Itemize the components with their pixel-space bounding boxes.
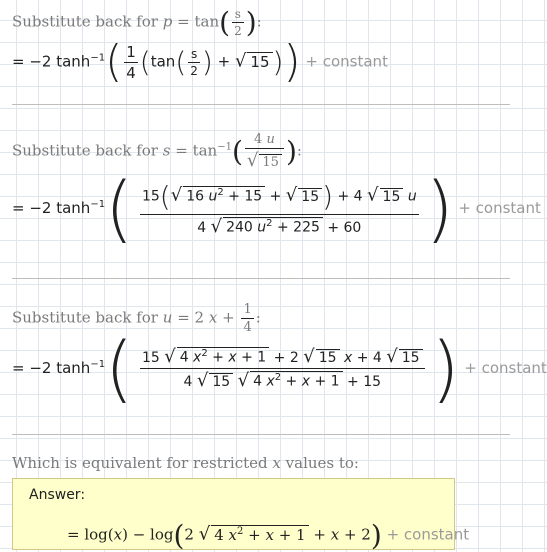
- answer-constant: + constant: [386, 525, 470, 544]
- step1-result: = −2 $\tanh^{-1}$( $\frac{1}{4}$ (tan( $\frac{s}{2}$ ) + √ 15 )) + constant: [12, 36, 388, 87]
- step3-result: = −2 $\tanh^{-1}$( $\frac{15 √ 4 x^2 + x + 1 + 2 √ 15 x + 4 √ 15}{4 √ 15 √ 4 x^2 + x + 1 + 15}$ ) + constant: [12, 326, 547, 411]
- step3-constant: + constant: [464, 359, 547, 377]
- equivalent-label: Which is equivalent for restricted x values to:: [12, 454, 359, 472]
- divider-2: [12, 278, 510, 279]
- answer-label: Answer:: [29, 487, 86, 503]
- step2-result: = −2 $\tanh^{-1}$( $\frac{15(√ 16 u^2 + 15 + √ 15 ) + 4 √ 15 u}{4 √ 240 u^2 + 225 + 60}$ ) + constant: [12, 166, 541, 251]
- divider-1: [12, 104, 510, 105]
- step3-label: Substitute back for u = 2 x + $\frac{1}{4}$ :: [12, 302, 261, 335]
- step2-constant: + constant: [458, 199, 541, 217]
- step1-label: Substitute back for p = tan( $\frac{s}{2}$ ):: [12, 6, 262, 39]
- answer-expression: = log(x) − log(2 √ 4 $x^2 + x + 1 + x + 2$) + constant: [67, 519, 470, 552]
- step2-label: Substitute back for $s = \tan^{-1}$( $\frac{4 u}{√ 15}$ ):: [12, 132, 302, 171]
- step1-constant: + constant: [305, 52, 388, 71]
- answer-box: [12, 478, 470, 552]
- divider-3: [12, 434, 510, 435]
